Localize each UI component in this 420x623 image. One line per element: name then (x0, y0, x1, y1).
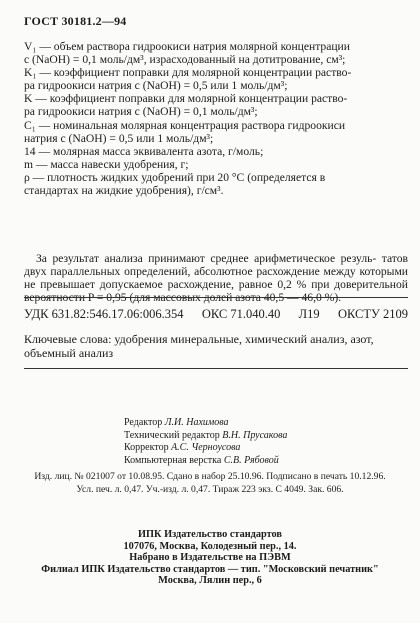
definition-line: стандартах на жидкие удобрения), г/см³. (24, 184, 224, 198)
editor-name: В.Н. Прусакова (222, 429, 288, 441)
editors-block (0, 417, 420, 467)
classification-line (24, 307, 408, 322)
definition-item (24, 158, 406, 171)
definition-item (24, 171, 406, 197)
okstu-code: ОКСТУ 2109 (337, 307, 408, 321)
definition-line: с (NaOH) = 0,1 моль/дм³, израсходованный на дотитрование, см³; (24, 53, 346, 67)
publisher-line: Филиал ИПК Издательство стандартов — тип. "Московский печатник" (41, 563, 379, 575)
editor-row (0, 442, 420, 455)
publisher-line: Москва, Лялин пер., 6 (158, 575, 262, 586)
divider-top (24, 297, 408, 298)
publisher-line: ИПК Издательство стандартов (138, 529, 282, 540)
definition-item (24, 119, 406, 145)
definition-line: ра гидроокиси натрия с (NaOH) = 0,1 моль/дм³; (24, 105, 258, 119)
editor-role: Технический редактор (124, 429, 220, 441)
result-paragraph: За результат анализа принимают среднее арифметическое резуль- татов двух параллельных определений, абсолютное расхождение между которыми не превышает допускаемое расхождение, равное 0,2 % при доверительной вероятности P = 0,95 (для массовых долей азота 40,5 — 46,0 %). (24, 252, 408, 305)
publisher-block (0, 529, 420, 587)
definition-line: 14 — молярная масса эквивалента азота, г/моль; (24, 144, 264, 158)
editor-role: Компьютерная верстка (124, 454, 222, 466)
publication-info-line: Изд. лиц. № 021007 от 10.08.95. Сдано в набор 25.10.96. Подписано в печать 10.12.96. (34, 471, 386, 482)
definition-line: ρ — плотность жидких удобрений при 20 °С (определяется в (24, 170, 326, 184)
definition-item (24, 40, 406, 66)
document-header: ГОСТ 30181.2—94 (24, 14, 127, 28)
publication-info-line: Усл. печ. л. 0,47. Уч.-изд. л. 0,47. Тираж 223 экз. С 4049. Зак. 606. (76, 483, 344, 495)
editor-name: Л.И. Нахимова (164, 417, 229, 428)
definition-item (24, 92, 406, 118)
editor-name: А.С. Черноусова (171, 442, 241, 453)
l-code: Л19 (298, 307, 320, 321)
editor-row (0, 430, 420, 443)
definition-line: V₁ — объем раствора гидроокиси натрия молярной концентрации (24, 40, 350, 53)
definitions-list (24, 40, 406, 197)
definition-item (24, 145, 406, 158)
oks-code: ОКС 71.040.40 (201, 307, 281, 321)
editor-role: Корректор (124, 442, 169, 453)
definition-line: m — масса навески удобрения, г; (24, 157, 189, 171)
definition-line: K₁ — коэффициент поправки для молярной концентрации раство- (24, 66, 352, 80)
definition-line: ра гидроокиси натрия с (NaOH) = 0,5 или 1 моль/дм³; (24, 79, 288, 93)
publication-info (0, 471, 420, 496)
definition-line: K — коэффициент поправки для молярной концентрации раство- (24, 92, 348, 106)
divider-bottom (24, 368, 408, 369)
keywords: Ключевые слова: удобрения минеральные, химический анализ, азот, объемный анализ (24, 332, 374, 360)
editor-role: Редактор (124, 417, 163, 428)
publisher-line: 107076, Москва, Колодезный пер., 14. (123, 540, 297, 552)
definition-item (24, 66, 406, 92)
editor-row (0, 417, 420, 430)
definition-line: C₁ — номинальная молярная концентрация раствора гидроокиси (24, 118, 346, 132)
editor-row (0, 455, 420, 468)
definition-line: натрия с (NaOH) = 0,5 или 1 моль/дм³; (24, 131, 214, 145)
udk-code: УДК 631.82:546.17.06:006.354 (24, 307, 184, 321)
publisher-line: Набрано в Издательстве на ПЭВМ (129, 552, 291, 563)
editor-name: С.В. Рябовой (223, 454, 279, 466)
